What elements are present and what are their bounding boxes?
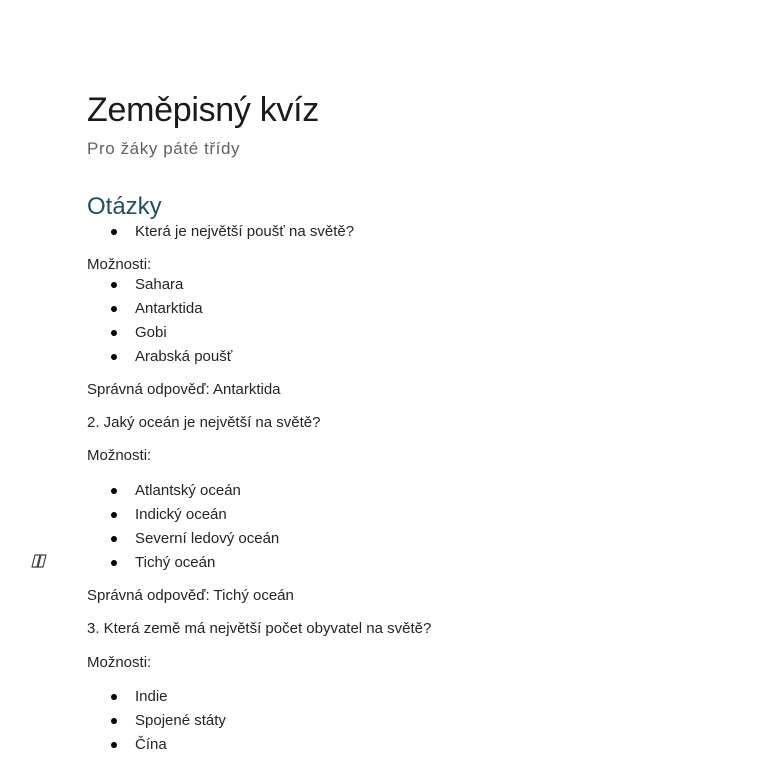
question-1: Která je největší poušť na světě? bbox=[87, 222, 707, 246]
option-item: Arabská poušť bbox=[87, 347, 707, 371]
option-item: Gobi bbox=[87, 323, 707, 347]
question-1-options bbox=[87, 275, 707, 371]
document-body bbox=[87, 88, 707, 759]
bullet-icon bbox=[111, 282, 117, 288]
answer-text: Správná odpověď: Antarktida bbox=[87, 381, 281, 398]
question-2-options bbox=[87, 481, 707, 577]
question-3-options bbox=[87, 687, 707, 759]
bullet-icon bbox=[111, 354, 117, 360]
bullet-icon bbox=[111, 330, 117, 336]
copilot-icon[interactable] bbox=[30, 553, 48, 569]
bullet-icon bbox=[111, 718, 117, 724]
bullet-icon bbox=[111, 694, 117, 700]
bullet-icon bbox=[111, 560, 117, 566]
bullet-icon bbox=[111, 742, 117, 748]
question-3: 3. Která země má největší počet obyvatel na světě? bbox=[87, 620, 432, 637]
option-item: Indie bbox=[87, 687, 707, 711]
document-subtitle: Pro žáky páté třídy bbox=[87, 139, 241, 158]
option-item: Indický oceán bbox=[87, 505, 707, 529]
document-title: Zeměpisný kvíz bbox=[87, 91, 319, 129]
bullet-icon bbox=[111, 229, 117, 235]
option-item: Sahara bbox=[87, 275, 707, 299]
option-item: Čína bbox=[87, 735, 707, 759]
question-1-list bbox=[87, 222, 707, 246]
section-heading: Otázky bbox=[87, 193, 162, 220]
answer-text: Správná odpověď: Tichý oceán bbox=[87, 587, 294, 604]
bullet-icon bbox=[111, 536, 117, 542]
options-label: Možnosti: bbox=[87, 447, 152, 464]
option-item: Antarktida bbox=[87, 299, 707, 323]
option-item: Atlantský oceán bbox=[87, 481, 707, 505]
bullet-icon bbox=[111, 306, 117, 312]
option-item: Spojené státy bbox=[87, 711, 707, 735]
option-item: Tichý oceán bbox=[87, 553, 707, 577]
bullet-icon bbox=[111, 488, 117, 494]
bullet-icon bbox=[111, 512, 117, 518]
question-2: 2. Jaký oceán je největší na světě? bbox=[87, 414, 321, 431]
options-label: Možnosti: bbox=[87, 256, 152, 273]
options-label: Možnosti: bbox=[87, 654, 152, 671]
option-item: Severní ledový oceán bbox=[87, 529, 707, 553]
